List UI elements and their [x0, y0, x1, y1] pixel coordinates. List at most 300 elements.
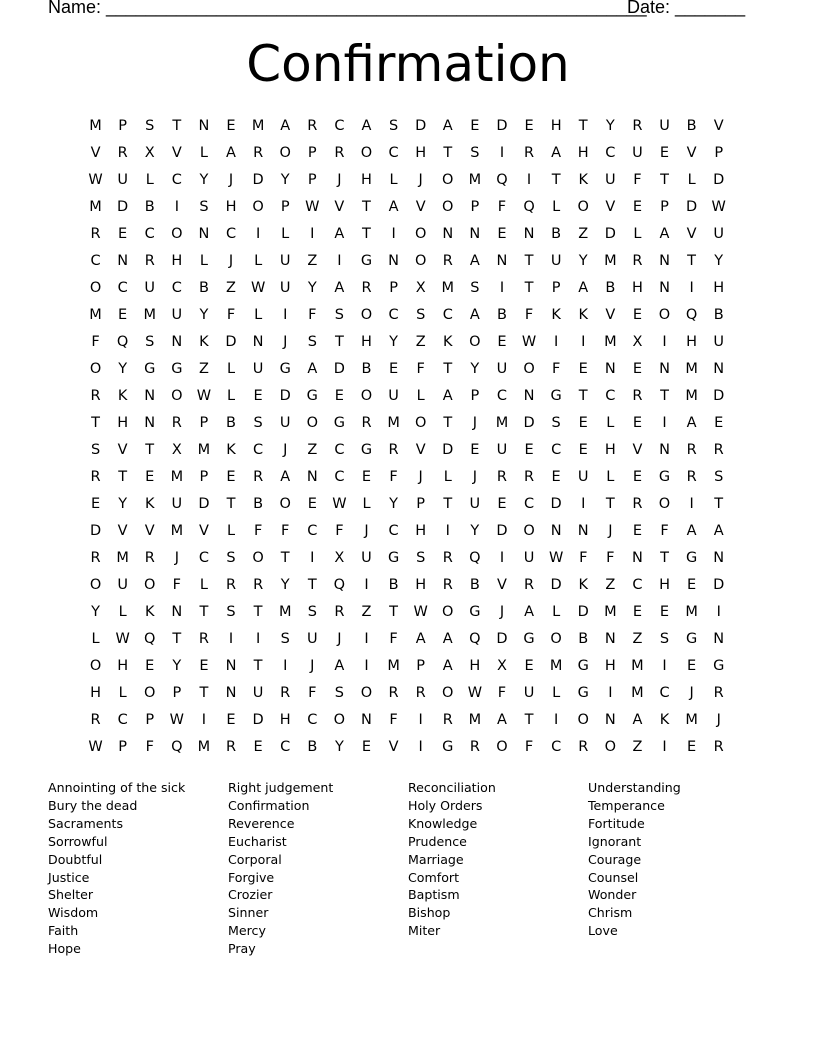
grid-letter[interactable]: C	[171, 171, 182, 188]
grid-letter[interactable]: D	[198, 495, 210, 512]
grid-letter[interactable]: F	[551, 360, 561, 377]
grid-letter[interactable]: A	[686, 522, 697, 539]
grid-letter[interactable]: O	[171, 225, 183, 242]
grid-letter[interactable]: A	[442, 657, 453, 674]
grid-letter[interactable]: I	[689, 495, 694, 512]
grid-letter[interactable]: R	[90, 225, 101, 242]
grid-letter[interactable]: H	[631, 279, 643, 296]
grid-letter[interactable]: H	[550, 117, 562, 134]
grid-letter[interactable]: D	[550, 576, 562, 593]
grid-letter[interactable]: H	[361, 171, 372, 188]
grid-letter[interactable]: J	[689, 684, 694, 701]
grid-letter[interactable]: V	[686, 225, 697, 242]
grid-letter[interactable]: O	[414, 252, 427, 269]
grid-letter[interactable]: Q	[685, 306, 698, 323]
grid-letter[interactable]: M	[604, 603, 617, 620]
grid-letter[interactable]: I	[255, 225, 261, 242]
grid-letter[interactable]: J	[472, 414, 477, 431]
grid-letter[interactable]: U	[252, 684, 264, 701]
grid-letter[interactable]: Y	[91, 603, 100, 620]
grid-letter[interactable]: N	[713, 549, 725, 566]
grid-letter[interactable]: A	[307, 360, 318, 377]
grid-letter[interactable]: O	[144, 684, 156, 701]
grid-letter[interactable]: T	[172, 630, 182, 647]
grid-letter[interactable]: N	[252, 333, 264, 350]
grid-letter[interactable]: T	[362, 225, 371, 242]
grid-letter[interactable]: N	[225, 684, 237, 701]
grid-letter[interactable]: V	[415, 441, 426, 458]
grid-letter[interactable]: L	[199, 576, 208, 593]
grid-letter[interactable]: R	[632, 387, 643, 404]
grid-letter[interactable]: E	[632, 306, 642, 323]
grid-letter[interactable]: Z	[307, 441, 318, 458]
grid-letter[interactable]: M	[441, 279, 455, 296]
grid-letter[interactable]: N	[604, 630, 616, 647]
grid-letter[interactable]: B	[144, 198, 155, 215]
grid-letter[interactable]: O	[442, 603, 454, 620]
grid-letter[interactable]: Y	[714, 252, 724, 269]
grid-letter[interactable]: N	[171, 333, 183, 350]
grid-letter[interactable]: J	[174, 549, 179, 566]
grid-letter[interactable]: T	[253, 657, 263, 674]
grid-letter[interactable]: M	[89, 117, 102, 134]
grid-letter[interactable]: J	[337, 171, 342, 188]
grid-letter[interactable]: M	[251, 117, 265, 134]
grid-letter[interactable]: B	[551, 225, 562, 242]
grid-letter[interactable]: I	[418, 738, 423, 755]
grid-letter[interactable]: L	[226, 360, 236, 377]
grid-letter[interactable]: L	[552, 198, 561, 215]
grid-letter[interactable]: I	[391, 225, 396, 242]
grid-letter[interactable]: M	[387, 657, 400, 674]
grid-letter[interactable]: N	[523, 225, 535, 242]
grid-letter[interactable]: H	[604, 441, 616, 458]
grid-letter[interactable]: S	[416, 306, 426, 323]
grid-letter[interactable]: N	[604, 711, 616, 728]
grid-letter[interactable]: K	[551, 306, 561, 323]
grid-letter[interactable]: C	[171, 279, 182, 296]
grid-letter[interactable]: V	[713, 117, 724, 134]
grid-letter[interactable]: I	[337, 252, 342, 269]
grid-letter[interactable]: H	[469, 657, 481, 674]
grid-letter[interactable]: T	[660, 387, 669, 404]
grid-letter[interactable]: A	[524, 603, 534, 620]
grid-letter[interactable]: C	[307, 522, 318, 539]
grid-letter[interactable]: A	[469, 306, 480, 323]
grid-letter[interactable]: F	[145, 738, 154, 755]
grid-letter[interactable]: E	[524, 441, 534, 458]
grid-letter[interactable]: O	[360, 684, 373, 701]
grid-letter[interactable]: F	[416, 360, 425, 377]
grid-letter[interactable]: C	[605, 144, 616, 161]
grid-letter[interactable]: T	[714, 495, 724, 512]
grid-letter[interactable]: B	[713, 306, 724, 323]
grid-letter[interactable]: K	[117, 387, 128, 404]
grid-letter[interactable]: F	[281, 522, 290, 539]
grid-letter[interactable]: E	[714, 414, 724, 431]
grid-letter[interactable]: G	[685, 549, 698, 566]
grid-letter[interactable]: O	[658, 495, 671, 512]
grid-letter[interactable]: K	[578, 171, 588, 188]
grid-letter[interactable]: R	[307, 117, 318, 134]
grid-letter[interactable]: V	[144, 522, 155, 539]
grid-letter[interactable]: Q	[469, 549, 481, 566]
grid-letter[interactable]: E	[253, 387, 263, 404]
grid-letter[interactable]: I	[581, 333, 586, 350]
grid-letter[interactable]: V	[496, 576, 507, 593]
grid-letter[interactable]: D	[496, 117, 508, 134]
grid-letter[interactable]: V	[605, 198, 616, 215]
grid-letter[interactable]: A	[686, 414, 697, 431]
grid-letter[interactable]: D	[523, 414, 535, 431]
grid-letter[interactable]: M	[278, 603, 292, 620]
grid-letter[interactable]: M	[387, 414, 400, 431]
grid-letter[interactable]: T	[551, 171, 561, 188]
grid-letter[interactable]: C	[280, 738, 291, 755]
grid-letter[interactable]: U	[523, 549, 535, 566]
grid-letter[interactable]: E	[551, 468, 561, 485]
grid-letter[interactable]: K	[578, 576, 588, 593]
grid-letter[interactable]: K	[144, 495, 155, 512]
grid-letter[interactable]: A	[280, 117, 291, 134]
grid-letter[interactable]: N	[713, 630, 725, 647]
grid-letter[interactable]: H	[415, 522, 427, 539]
grid-letter[interactable]: M	[197, 441, 211, 458]
grid-letter[interactable]: O	[469, 333, 481, 350]
grid-letter[interactable]: C	[90, 252, 101, 269]
grid-letter[interactable]: I	[418, 711, 423, 728]
grid-letter[interactable]: P	[470, 387, 480, 404]
grid-letter[interactable]: B	[388, 576, 399, 593]
grid-letter[interactable]: Q	[469, 630, 481, 647]
grid-letter[interactable]: D	[415, 117, 427, 134]
grid-letter[interactable]: R	[334, 144, 345, 161]
grid-letter[interactable]: X	[334, 549, 345, 566]
grid-letter[interactable]: X	[632, 333, 643, 350]
grid-letter[interactable]: X	[496, 657, 507, 674]
grid-letter[interactable]: R	[361, 414, 372, 431]
grid-letter[interactable]: I	[581, 495, 586, 512]
grid-letter[interactable]: T	[524, 711, 534, 728]
grid-letter[interactable]: R	[253, 468, 264, 485]
grid-letter[interactable]: L	[254, 306, 263, 323]
grid-letter[interactable]: N	[496, 252, 508, 269]
grid-letter[interactable]: I	[608, 684, 613, 701]
grid-letter[interactable]: I	[364, 576, 369, 593]
grid-letter[interactable]: U	[279, 252, 291, 269]
grid-letter[interactable]: B	[307, 738, 318, 755]
grid-letter[interactable]: O	[279, 144, 291, 161]
grid-letter[interactable]: U	[469, 495, 481, 512]
grid-letter[interactable]: C	[605, 387, 616, 404]
grid-letter[interactable]: I	[201, 711, 207, 728]
grid-letter[interactable]: C	[307, 711, 318, 728]
grid-letter[interactable]: P	[199, 468, 209, 485]
grid-letter[interactable]: H	[577, 144, 589, 161]
grid-letter[interactable]: K	[659, 711, 670, 728]
grid-letter[interactable]: E	[90, 495, 101, 512]
grid-letter[interactable]: N	[144, 387, 156, 404]
grid-letter[interactable]: E	[524, 657, 534, 674]
grid-letter[interactable]: D	[604, 225, 616, 242]
grid-letter[interactable]: L	[254, 252, 263, 269]
grid-letter[interactable]: S	[307, 603, 317, 620]
grid-letter[interactable]: E	[524, 117, 534, 134]
grid-letter[interactable]: N	[659, 441, 670, 458]
grid-letter[interactable]: R	[144, 252, 155, 269]
grid-letter[interactable]: W	[115, 630, 130, 647]
grid-letter[interactable]: A	[551, 144, 562, 161]
grid-letter[interactable]: C	[225, 225, 237, 242]
grid-letter[interactable]: U	[252, 360, 264, 377]
grid-letter[interactable]: C	[334, 468, 345, 485]
grid-letter[interactable]: J	[499, 603, 505, 620]
grid-letter[interactable]: Y	[199, 306, 209, 323]
grid-letter[interactable]: T	[91, 414, 100, 431]
grid-letter[interactable]: H	[279, 711, 291, 728]
grid-letter[interactable]: C	[334, 117, 345, 134]
grid-letter[interactable]: T	[524, 279, 534, 296]
grid-letter[interactable]: O	[89, 657, 102, 674]
grid-letter[interactable]: M	[143, 306, 156, 323]
grid-letter[interactable]: I	[499, 279, 505, 296]
grid-letter[interactable]: O	[577, 198, 589, 215]
grid-letter[interactable]: R	[117, 144, 128, 161]
grid-letter[interactable]: Y	[280, 171, 290, 188]
grid-letter[interactable]: E	[687, 738, 697, 755]
grid-letter[interactable]: M	[89, 198, 102, 215]
grid-letter[interactable]: F	[226, 306, 236, 323]
grid-letter[interactable]: T	[172, 117, 182, 134]
grid-letter[interactable]: T	[660, 549, 669, 566]
grid-letter[interactable]: B	[496, 306, 507, 323]
grid-letter[interactable]: S	[659, 630, 670, 647]
grid-letter[interactable]: U	[577, 468, 589, 485]
grid-letter[interactable]: Y	[199, 171, 209, 188]
grid-letter[interactable]: I	[499, 144, 505, 161]
grid-letter[interactable]: P	[307, 144, 317, 161]
grid-letter[interactable]: W	[196, 387, 212, 404]
grid-letter[interactable]: L	[226, 387, 236, 404]
grid-letter[interactable]: G	[523, 630, 535, 647]
grid-letter[interactable]: R	[415, 684, 426, 701]
grid-letter[interactable]: F	[172, 576, 181, 593]
grid-letter[interactable]: D	[550, 495, 562, 512]
grid-letter[interactable]: W	[88, 738, 103, 755]
grid-letter[interactable]: B	[605, 279, 616, 296]
grid-letter[interactable]: O	[414, 414, 427, 431]
grid-letter[interactable]: M	[116, 549, 129, 566]
grid-letter[interactable]: T	[253, 603, 263, 620]
grid-letter[interactable]: I	[310, 549, 315, 566]
grid-letter[interactable]: C	[388, 522, 399, 539]
grid-letter[interactable]: C	[496, 387, 508, 404]
grid-letter[interactable]: F	[308, 684, 317, 701]
grid-letter[interactable]: G	[469, 603, 481, 620]
grid-letter[interactable]: I	[526, 171, 532, 188]
grid-letter[interactable]: T	[145, 441, 155, 458]
grid-letter[interactable]: O	[89, 360, 102, 377]
grid-letter[interactable]: E	[118, 306, 128, 323]
grid-letter[interactable]: U	[306, 630, 318, 647]
grid-letter[interactable]: C	[144, 225, 155, 242]
grid-letter[interactable]: J	[228, 171, 234, 188]
grid-letter[interactable]: H	[713, 279, 725, 296]
grid-letter[interactable]: O	[658, 306, 671, 323]
grid-letter[interactable]: L	[91, 630, 100, 647]
grid-letter[interactable]: R	[225, 576, 237, 593]
grid-letter[interactable]: F	[308, 306, 317, 323]
grid-letter[interactable]: N	[577, 522, 589, 539]
grid-letter[interactable]: D	[713, 171, 725, 188]
grid-letter[interactable]: B	[361, 360, 372, 377]
grid-letter[interactable]: A	[442, 117, 453, 134]
grid-letter[interactable]: M	[685, 711, 698, 728]
grid-letter[interactable]: P	[660, 198, 669, 215]
grid-letter[interactable]: D	[252, 711, 264, 728]
grid-letter[interactable]: N	[713, 360, 725, 377]
grid-letter[interactable]: G	[550, 387, 562, 404]
grid-letter[interactable]: Y	[118, 495, 128, 512]
grid-letter[interactable]: G	[387, 549, 400, 566]
grid-letter[interactable]: Y	[118, 360, 128, 377]
grid-letter[interactable]: X	[144, 144, 155, 161]
grid-letter[interactable]: L	[633, 225, 642, 242]
grid-letter[interactable]: U	[523, 684, 535, 701]
grid-letter[interactable]: B	[226, 414, 236, 431]
grid-letter[interactable]: E	[659, 144, 670, 161]
grid-letter[interactable]: T	[389, 603, 398, 620]
grid-letter[interactable]: D	[686, 198, 698, 215]
grid-letter[interactable]: P	[307, 171, 317, 188]
grid-letter[interactable]: E	[687, 657, 697, 674]
grid-letter[interactable]: Z	[361, 603, 372, 620]
grid-letter[interactable]: U	[496, 441, 508, 458]
grid-letter[interactable]: C	[659, 684, 670, 701]
grid-letter[interactable]: E	[497, 333, 507, 350]
grid-letter[interactable]: Y	[470, 360, 480, 377]
grid-letter[interactable]: F	[524, 306, 534, 323]
grid-letter[interactable]: O	[360, 306, 373, 323]
grid-letter[interactable]: K	[199, 333, 209, 350]
grid-letter[interactable]: O	[442, 198, 454, 215]
grid-letter[interactable]: T	[578, 387, 588, 404]
grid-letter[interactable]: N	[442, 225, 454, 242]
grid-letter[interactable]: N	[523, 387, 535, 404]
grid-letter[interactable]: S	[334, 684, 344, 701]
grid-letter[interactable]: R	[90, 387, 101, 404]
grid-letter[interactable]: U	[171, 495, 183, 512]
grid-letter[interactable]: W	[332, 495, 347, 512]
grid-letter[interactable]: S	[714, 468, 724, 485]
grid-letter[interactable]: A	[578, 279, 589, 296]
grid-letter[interactable]: G	[171, 360, 183, 377]
grid-letter[interactable]: I	[554, 333, 559, 350]
grid-letter[interactable]: J	[608, 522, 613, 539]
grid-letter[interactable]: O	[89, 279, 102, 296]
grid-letter[interactable]: H	[225, 198, 237, 215]
grid-letter[interactable]: U	[117, 576, 128, 593]
name-field[interactable]: Name: ______________________________________________________	[48, 0, 647, 17]
grid-letter[interactable]: Y	[605, 117, 615, 134]
grid-letter[interactable]: O	[360, 387, 373, 404]
grid-letter[interactable]: A	[442, 630, 453, 647]
grid-letter[interactable]: F	[389, 711, 398, 728]
grid-letter[interactable]: N	[659, 279, 670, 296]
grid-letter[interactable]: Q	[144, 630, 156, 647]
grid-letter[interactable]: S	[416, 549, 426, 566]
grid-letter[interactable]: Q	[523, 198, 535, 215]
grid-letter[interactable]: Q	[496, 171, 508, 188]
grid-letter[interactable]: E	[470, 441, 480, 458]
grid-letter[interactable]: I	[283, 306, 288, 323]
grid-letter[interactable]: M	[604, 333, 617, 350]
grid-letter[interactable]: O	[171, 387, 183, 404]
grid-letter[interactable]: J	[364, 522, 369, 539]
grid-letter[interactable]: I	[554, 711, 559, 728]
grid-letter[interactable]: G	[333, 414, 346, 431]
grid-letter[interactable]: G	[360, 252, 373, 269]
grid-letter[interactable]: Y	[334, 738, 344, 755]
grid-letter[interactable]: R	[496, 468, 507, 485]
grid-letter[interactable]: R	[524, 144, 535, 161]
grid-letter[interactable]: D	[713, 387, 725, 404]
grid-letter[interactable]: J	[716, 711, 721, 728]
grid-letter[interactable]: A	[469, 252, 480, 269]
grid-letter[interactable]: W	[169, 711, 184, 728]
grid-letter[interactable]: F	[579, 549, 588, 566]
grid-letter[interactable]: W	[467, 684, 483, 701]
grid-letter[interactable]: O	[89, 576, 102, 593]
grid-letter[interactable]: E	[578, 360, 588, 377]
grid-letter[interactable]: Q	[116, 333, 129, 350]
grid-letter[interactable]: U	[605, 171, 616, 188]
grid-letter[interactable]: J	[283, 333, 288, 350]
grid-letter[interactable]: U	[713, 333, 725, 350]
grid-letter[interactable]: O	[279, 495, 291, 512]
grid-letter[interactable]: L	[199, 252, 208, 269]
grid-letter[interactable]: P	[172, 684, 182, 701]
grid-letter[interactable]: C	[117, 279, 128, 296]
grid-letter[interactable]: F	[91, 333, 100, 350]
grid-letter[interactable]: I	[364, 630, 369, 647]
grid-letter[interactable]: R	[198, 630, 209, 647]
grid-letter[interactable]: R	[334, 603, 345, 620]
grid-letter[interactable]: P	[118, 117, 128, 134]
grid-letter[interactable]: Z	[605, 576, 616, 593]
grid-letter[interactable]: O	[442, 684, 454, 701]
grid-letter[interactable]: F	[524, 738, 534, 755]
grid-letter[interactable]: N	[604, 360, 616, 377]
grid-letter[interactable]: P	[714, 144, 724, 161]
grid-letter[interactable]: W	[88, 171, 103, 188]
grid-letter[interactable]: L	[145, 171, 154, 188]
date-field[interactable]: Date: _______	[627, 0, 746, 17]
grid-letter[interactable]: R	[686, 468, 697, 485]
grid-letter[interactable]: I	[283, 657, 288, 674]
grid-letter[interactable]: Z	[578, 225, 589, 242]
grid-letter[interactable]: M	[170, 468, 184, 485]
grid-letter[interactable]: A	[659, 225, 670, 242]
grid-letter[interactable]: T	[362, 198, 371, 215]
grid-letter[interactable]: P	[389, 279, 398, 296]
grid-letter[interactable]: U	[388, 387, 399, 404]
grid-letter[interactable]: X	[415, 279, 426, 296]
grid-letter[interactable]: C	[442, 306, 453, 323]
grid-letter[interactable]: E	[388, 360, 399, 377]
grid-letter[interactable]: G	[577, 657, 589, 674]
grid-letter[interactable]: D	[333, 360, 345, 377]
